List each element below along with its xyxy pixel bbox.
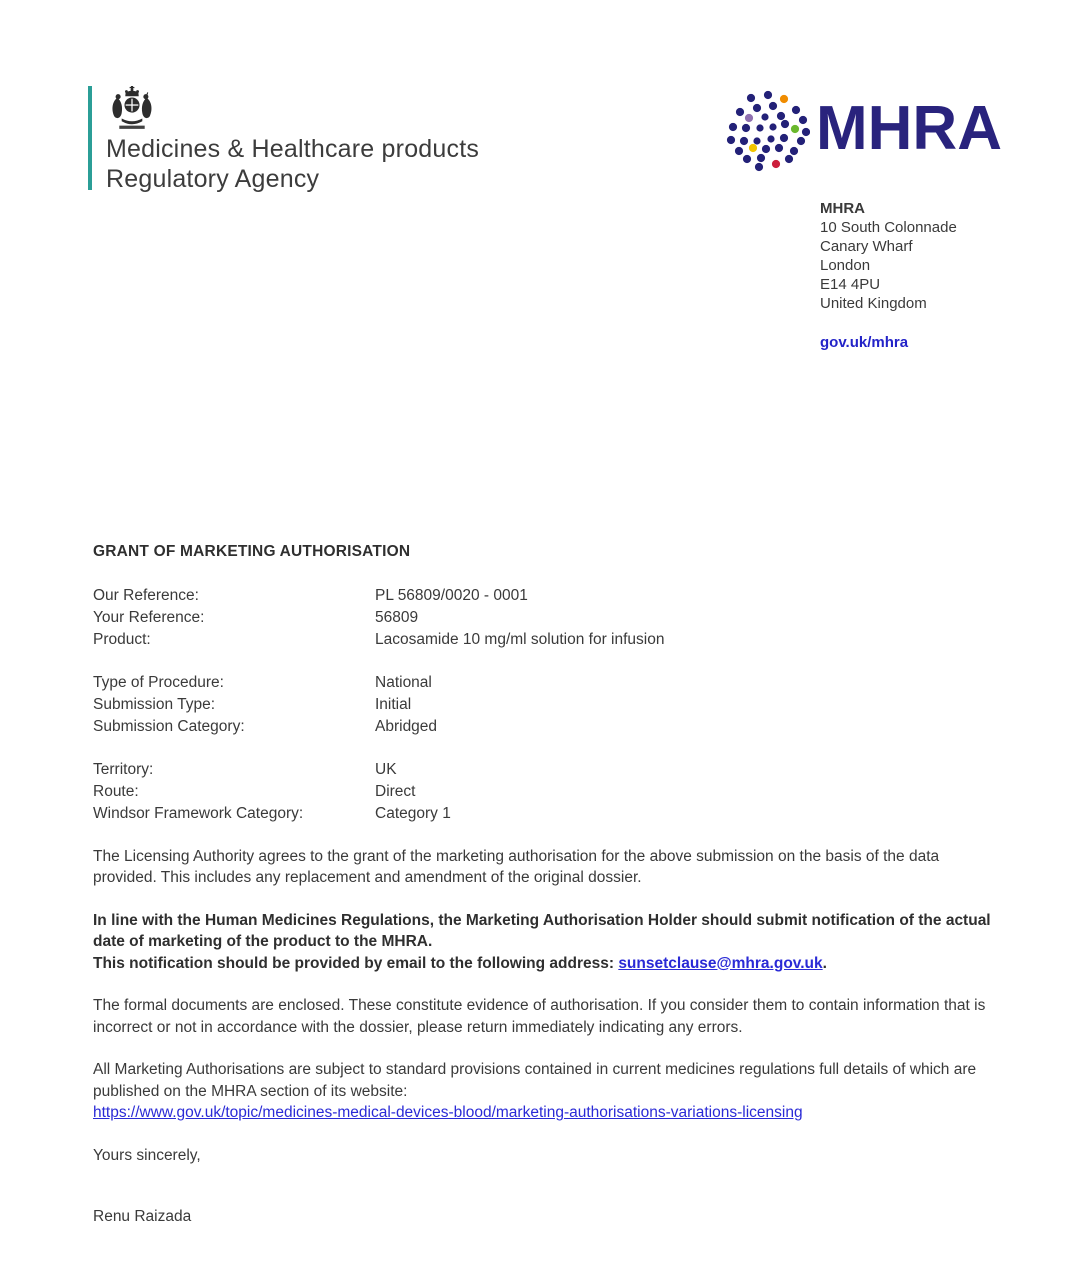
closing-line: Yours sincerely, <box>93 1146 201 1164</box>
address-name: MHRA <box>820 200 865 217</box>
field-label: Territory: <box>93 760 154 778</box>
field-label: Product: <box>93 630 151 648</box>
letter-heading: GRANT OF MARKETING AUTHORISATION <box>93 543 411 560</box>
field-value: National <box>375 673 432 691</box>
field-value: Abridged <box>375 717 438 735</box>
field-row-submission-type <box>93 694 993 716</box>
agency-logo-content <box>92 86 479 194</box>
procedure-field-group <box>93 672 993 738</box>
sunset-clause-email-link[interactable]: sunsetclause@mhra.gov.uk <box>618 954 823 972</box>
paragraph-formal-documents: The formal documents are enclosed. These constitute evidence of authorisation. If you consider them to contain information that is incorrect or not in accordance with the dossier, please return immediately indicating any errors. <box>93 997 986 1036</box>
field-label: Your Reference: <box>93 608 205 626</box>
address-line: London <box>820 257 871 274</box>
territory-field-group <box>93 759 993 825</box>
field-value: Initial <box>375 695 412 713</box>
agency-name-line1: Medicines & Healthcare products <box>106 135 480 163</box>
standard-provisions-text: All Marketing Authorisations are subject to standard provisions contained in current medicines regulations full details of which are published on the MHRA section of its website: <box>93 1061 977 1100</box>
notification-email-prefix: This notification should be provided by email to the following address: <box>93 954 619 972</box>
field-row-territory <box>93 759 993 781</box>
agency-name-line2: Regulatory Agency <box>106 165 320 193</box>
letter-body <box>93 541 993 1228</box>
mhra-logo <box>722 84 1002 174</box>
field-label: Windsor Framework Category: <box>93 804 304 822</box>
field-row-windsor-framework-category <box>93 803 993 825</box>
address-line: United Kingdom <box>820 295 927 312</box>
field-label: Submission Type: <box>93 695 216 713</box>
field-row-your-reference <box>93 607 993 629</box>
field-row-product <box>93 629 993 651</box>
field-row-submission-category <box>93 716 993 738</box>
field-row-our-reference <box>93 585 993 607</box>
notification-text: In line with the Human Medicines Regulations, the Marketing Authorisation Holder should submit notification of the actual date of marketing of the product to the MHRA. <box>93 911 991 950</box>
field-value: PL 56809/0020 - 0001 <box>375 586 528 604</box>
field-value: Lacosamide 10 mg/ml solution for infusion <box>375 630 665 648</box>
field-label: Type of Procedure: <box>93 673 224 691</box>
field-row-type-of-procedure <box>93 672 993 694</box>
field-label: Our Reference: <box>93 586 199 604</box>
address-line: 10 South Colonnade <box>820 219 957 236</box>
agency-name <box>106 134 479 194</box>
paragraph-notification-bold <box>93 910 993 975</box>
field-value: 56809 <box>375 608 419 626</box>
notification-suffix: . <box>822 954 827 972</box>
govuk-mhra-link[interactable]: gov.uk/mhra <box>820 334 909 351</box>
field-value: UK <box>375 760 397 778</box>
mhra-website-link[interactable]: https://www.gov.uk/topic/medicines-medical-devices-blood/marketing-authorisations-variations-licensing <box>93 1104 803 1121</box>
royal-coat-of-arms-icon <box>106 86 158 132</box>
field-label: Route: <box>93 782 139 800</box>
field-row-route <box>93 781 993 803</box>
address-line: Canary Wharf <box>820 238 913 255</box>
mhra-dots-icon <box>722 84 810 174</box>
address-block <box>820 199 957 352</box>
field-value: Direct <box>375 782 416 800</box>
address-line: E14 4PU <box>820 276 881 293</box>
agency-logo <box>88 86 479 194</box>
field-label: Submission Category: <box>93 717 245 735</box>
field-value: Category 1 <box>375 804 451 822</box>
paragraph-standard-provisions <box>93 1059 993 1124</box>
reference-field-group <box>93 585 993 651</box>
signature-name: Renu Raizada <box>93 1208 192 1225</box>
mhra-wordmark: MHRA <box>816 94 1002 163</box>
paragraph-licensing-authority: The Licensing Authority agrees to the grant of the marketing authorisation for the above submission on the basis of the data provided. This includes any replacement and amendment of the original dossier. <box>93 847 940 886</box>
